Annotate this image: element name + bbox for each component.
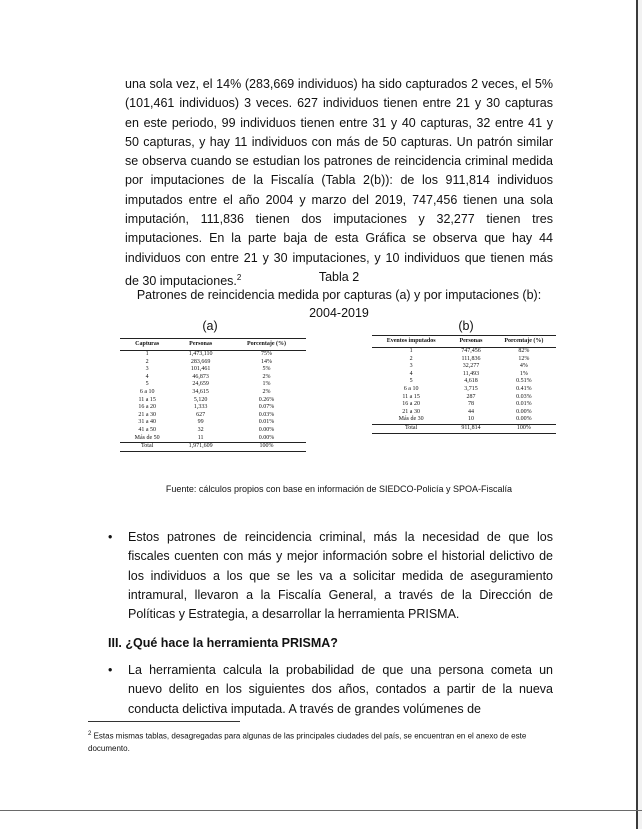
table-total-row <box>372 424 556 433</box>
table-row <box>120 389 306 397</box>
footnote-text: Estas mismas tablas, desagregadas para algunas de las principales ciudades del país, se encuentran en el anexo de este documento. <box>88 731 527 753</box>
footnote <box>88 728 558 755</box>
table-cell: 11 <box>197 434 204 441</box>
table-cell: 1% <box>262 381 271 388</box>
list-item-text: Estos patrones de reincidencia criminal, más la necesidad de que los fiscales cuenten con más y mejor información sobre el historial delictivo de los individuos a los que se les va a solicitar medida de aseguramiento intramural, llevaron a la Fiscalía General, a través de la Dirección de Políticas y Estrategia, a desarrollar la herramienta PRISMA. <box>128 530 553 622</box>
table-cell: 1% <box>519 370 528 377</box>
table-cell: 10 <box>467 416 474 423</box>
footnote-ref[interactable]: 2 <box>236 272 242 282</box>
table-cell: 111,836 <box>461 355 481 362</box>
imputations-table <box>372 335 556 434</box>
table-cell: 78 <box>467 401 474 408</box>
table-cell: 3 <box>145 366 149 373</box>
intro-paragraph <box>125 75 553 291</box>
table-cell: 46,873 <box>192 373 209 380</box>
page-edge-shade <box>638 0 642 829</box>
table-cell: 11,493 <box>462 370 480 377</box>
table-cell: 3 <box>409 363 413 370</box>
table-cell: 0.41% <box>516 385 532 392</box>
table-cell: 100% <box>227 443 306 452</box>
table-row <box>372 378 556 386</box>
table-cell: 0.00% <box>258 434 275 441</box>
table-cell: 0.00% <box>516 408 532 415</box>
table-cell: 2 <box>145 358 149 365</box>
table-cell: 0.51% <box>516 378 532 385</box>
section-heading: III. ¿Qué hace la herramienta PRISMA? <box>108 636 338 650</box>
table-row <box>120 435 306 443</box>
panel-b-label: (b) <box>458 319 474 333</box>
table-cell: 4 <box>409 370 413 377</box>
table-cell: 21 a 30 <box>402 408 420 415</box>
table-row <box>372 401 556 409</box>
table-cell: 2% <box>262 388 271 395</box>
column-header: Eventos imputados <box>372 336 450 348</box>
column-header: Porcentaje (%) <box>492 336 556 348</box>
table-row <box>120 359 306 367</box>
table-cell: 6 a 10 <box>139 388 155 395</box>
table-cell: 1,971,609 <box>174 443 227 452</box>
bullet-icon: • <box>108 663 113 677</box>
table-row <box>120 427 306 435</box>
table-cell: 11 a 15 <box>402 393 420 400</box>
bullet-icon: • <box>108 530 113 544</box>
footnote-number: 2 <box>88 731 92 737</box>
table-cell: 41 a 50 <box>138 426 157 433</box>
table-row <box>120 412 306 420</box>
table-cell: 5% <box>262 366 271 373</box>
table-label: Tabla 2 <box>318 270 360 284</box>
table-cell: 3,715 <box>464 385 478 392</box>
table-cell: 2% <box>262 373 271 380</box>
page-edge-bottom <box>0 810 642 811</box>
table-cell: 0.00% <box>258 426 275 433</box>
table-caption: Patrones de reincidencia medida por capturas (a) y por imputaciones (b): 2004-2019 <box>136 288 542 320</box>
footnote-separator <box>88 721 240 722</box>
table-row <box>372 409 556 417</box>
table-cell: 1 <box>145 351 149 357</box>
column-header: Personas <box>174 339 227 351</box>
table-cell: 911,814 <box>450 424 491 433</box>
column-header: Capturas <box>120 339 174 351</box>
table-cell: 11 a 15 <box>138 396 156 403</box>
table-cell: 34,615 <box>192 388 209 395</box>
table-cell: 31 a 40 <box>138 419 157 426</box>
column-header: Porcentaje (%) <box>227 339 306 351</box>
table-cell: 0.03% <box>516 393 532 400</box>
column-header: Personas <box>450 336 491 348</box>
table-cell: 0.26% <box>258 396 275 403</box>
table-cell: Total <box>372 424 450 433</box>
table-source: Fuente: cálculos propios con base en información de SIEDCO-Policía y SPOA-Fiscalía <box>165 484 513 494</box>
table-row <box>120 397 306 405</box>
table-row <box>120 404 306 412</box>
table-cell: Más de 30 <box>398 416 424 423</box>
table-cell: 21 a 30 <box>138 411 157 418</box>
table-cell: 16 a 20 <box>402 401 420 408</box>
table-cell: 1,473,110 <box>188 351 213 357</box>
panel-a-label: (a) <box>202 319 218 333</box>
table-cell: 287 <box>466 393 476 400</box>
list-item <box>108 528 553 624</box>
table-cell: Total <box>120 443 174 452</box>
captures-table <box>120 338 306 452</box>
table-total-row <box>120 443 306 452</box>
page-edge-right <box>636 0 638 829</box>
table-cell: 0.07% <box>258 404 275 411</box>
table-cell: 5 <box>409 378 413 385</box>
table-cell: 99 <box>197 419 204 426</box>
table-cell: 12% <box>518 355 530 362</box>
table-cell: 100% <box>492 424 556 433</box>
table-row <box>372 356 556 364</box>
list-item <box>108 661 553 719</box>
table-cell: 5,120 <box>193 396 208 403</box>
table-cell: 0.03% <box>258 411 275 418</box>
table-row <box>372 394 556 402</box>
table-row <box>120 351 306 359</box>
table-row <box>120 374 306 382</box>
table-cell: 0.00% <box>516 416 532 423</box>
table-cell: 32 <box>197 426 204 433</box>
table-cell: 4 <box>145 373 149 380</box>
table-cell: 75% <box>260 351 272 357</box>
table-row <box>372 348 556 356</box>
table-row <box>372 386 556 394</box>
table-row <box>372 371 556 379</box>
table-cell: Más de 50 <box>134 434 160 441</box>
table-cell: 6 a 10 <box>403 385 419 392</box>
table-cell: 44 <box>467 408 474 415</box>
table-cell: 0.01% <box>258 419 275 426</box>
table-row <box>120 381 306 389</box>
table-cell: 2 <box>409 355 413 362</box>
table-cell: 14% <box>260 358 272 365</box>
table-row <box>372 363 556 371</box>
table-cell: 4% <box>519 363 528 370</box>
table-row <box>120 366 306 374</box>
table-cell: 1,333 <box>193 404 208 411</box>
table-cell: 32,277 <box>462 363 480 370</box>
table-cell: 627 <box>196 411 206 418</box>
table-caption-block <box>125 268 553 322</box>
table-cell: 283,669 <box>190 358 211 365</box>
table-cell: 5 <box>145 381 149 388</box>
table-cell: 16 a 20 <box>138 404 157 411</box>
table-cell: 4,618 <box>464 378 478 385</box>
table-row <box>120 419 306 427</box>
intro-paragraph-text: una sola vez, el 14% (283,669 individuos) ha sido capturados 2 veces, el 5% (101,461 individuos) 3 veces. 627 individuos tienen entre 21 y 30 capturas en este periodo, 99 individuos tienen entre 31 y 40 capturas, 32 entre 41 y 50 capturas, y hay 11 individuos con más de 50 capturas. Un patrón similar se observa cuando se estudian los patrones de reincidencia criminal medida por imputaciones de la Fiscalía (Tabla 2(b)): de los 911,814 individuos imputados entre el año 2004 y marzo del 2019, 747,456 tienen una sola imputación, 111,836 tienen dos imputaciones y 32,277 tienen tres imputaciones. En la parte baja de esta Gráfica se observa que hay 44 individuos con entre 21 y 30 imputaciones, y 10 individuos que tienen más de 30 imputaciones. <box>125 77 553 289</box>
table-cell: 1 <box>409 348 413 354</box>
table-row <box>372 416 556 424</box>
table-cell: 747,456 <box>461 348 481 354</box>
table-cell: 24,659 <box>192 381 209 388</box>
table-cell: 0.01% <box>516 401 532 408</box>
table-cell: 82% <box>518 348 530 354</box>
list-item-text: La herramienta calcula la probabilidad de que una persona cometa un nuevo delito en los siguientes dos años, contados a partir de la nueva conducta delictiva imputada. A través de grandes volúmenes de <box>128 663 553 716</box>
table-cell: 101,461 <box>190 366 211 373</box>
